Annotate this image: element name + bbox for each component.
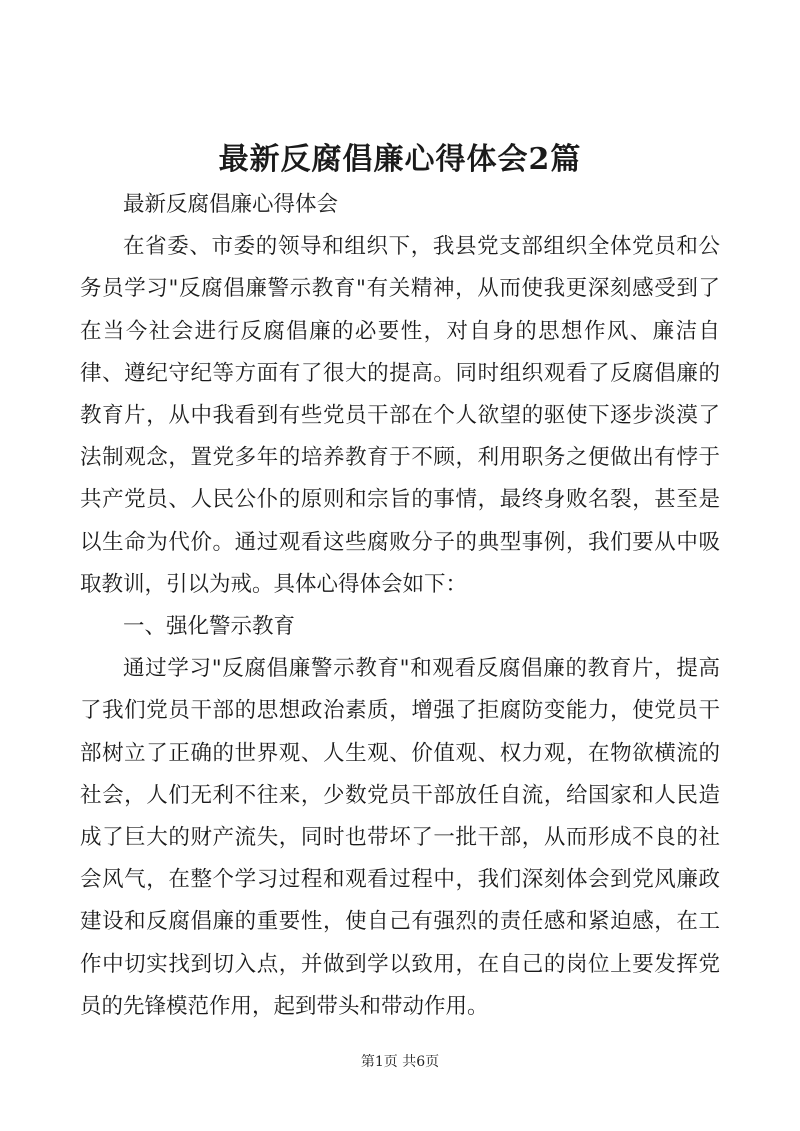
section-heading: 一、强化警示教育 [123, 614, 296, 640]
document-title: 最新反腐倡廉心得体会2篇 [218, 142, 582, 177]
page-number-footer: 第1页 共6页 [360, 1054, 440, 1070]
document-body [80, 184, 720, 1028]
paragraph-intro: 在省委、市委的领导和组织下，我县党支部组织全体党员和公务员学习"反腐倡廉警示教育"有关精神，从而使我更深刻感受到了在当今社会进行反腐倡廉的必要性，对自身的思想作风、廉洁自律、遵纪守纪等方面有了很大的提高。同时组织观看了反腐倡廉的教育片，从中我看到有些党员干部在个人欲望的驱使下逐步淡漠了法制观念，置党多年的培养教育于不顾，利用职务之便做出有悖于共产党员、人民公仆的原则和宗旨的事情，最终身败名裂，甚至是以生命为代价。通过观看这些腐败分子的典型事例，我们要从中吸取教训，引以为戒。具体心得体会如下： [80, 234, 720, 597]
paragraph-section-one: 通过学习"反腐倡廉警示教育"和观看反腐倡廉的教育片，提高了我们党员干部的思想政治素质，增强了拒腐防变能力，使党员干部树立了正确的世界观、人生观、价值观、权力观，在物欲横流的社会，人们无利不往来，少数党员干部放任自流，给国家和人民造成了巨大的财产流失，同时也带坏了一批干部，从而形成不良的社会风气，在整个学习过程和观看过程中，我们深刻体会到党风廉政建设和反腐倡廉的重要性，使自己有强烈的责任感和紧迫感，在工作中切实找到切入点，并做到学以致用，在自己的岗位上要发挥党员的先锋模范作用，起到带头和带动作用。 [80, 656, 720, 1019]
paragraph-subtitle: 最新反腐倡廉心得体会 [123, 192, 339, 217]
